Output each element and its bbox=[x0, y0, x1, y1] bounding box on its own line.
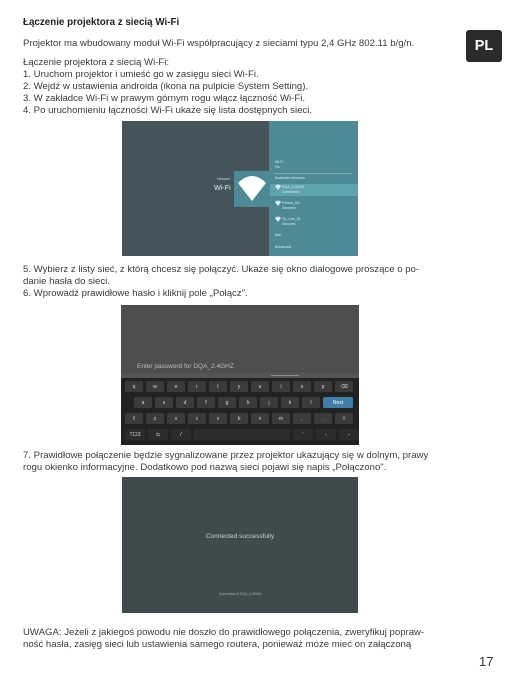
keyboard-key[interactable]: h bbox=[239, 397, 257, 408]
keyboard-key[interactable]: p bbox=[314, 381, 332, 392]
connected-screenshot bbox=[122, 477, 358, 613]
password-dialog-screenshot bbox=[121, 305, 359, 445]
keyboard-key[interactable]: ⇧ bbox=[125, 413, 143, 424]
keyboard-key[interactable]: ?123 bbox=[125, 429, 145, 440]
network-list-item: Secured bbox=[282, 222, 296, 226]
language-badge: PL bbox=[466, 30, 502, 62]
keyboard-key[interactable]: b bbox=[230, 413, 248, 424]
step-7: 7. Prawidłowe połączenie będzie sygnalizowane przez projektor ukazujący się w dolnym, prawy bbox=[23, 450, 429, 461]
wifi-signal-icon bbox=[275, 216, 281, 222]
keyboard-key[interactable]: m bbox=[272, 413, 290, 424]
wifi-signal-icon bbox=[275, 184, 281, 190]
keyboard-key[interactable]: x bbox=[167, 413, 185, 424]
connected-message: Connected successfully bbox=[205, 533, 275, 540]
network-label: Network bbox=[217, 177, 231, 181]
step-6: 6. Wprowadź prawidłowe hasło i kliknij pole „Połącz". bbox=[23, 288, 248, 299]
keyboard-key[interactable]: ⇆ bbox=[148, 429, 168, 440]
step-5-continued: danie hasła do sieci. bbox=[23, 276, 110, 287]
network-list-item: Wi-Fi bbox=[275, 160, 284, 164]
keyboard-key[interactable]: d bbox=[176, 397, 194, 408]
network-list-item: Secured bbox=[282, 206, 296, 210]
keyboard-key[interactable]: Next bbox=[323, 397, 353, 408]
keyboard-key[interactable]: t bbox=[209, 381, 227, 392]
keyboard-key[interactable]: z bbox=[146, 413, 164, 424]
paragraph-steps-heading: Łączenie projektora z siecią Wi-Fi: bbox=[23, 57, 170, 68]
keyboard-key[interactable]: , bbox=[293, 413, 311, 424]
paragraph-intro: Projektor ma wbudowany moduł Wi-Fi współpracujący z sieciami typu 2,4 GHz 802.11 b/g/n. bbox=[23, 38, 415, 49]
keyboard-key[interactable]: c bbox=[188, 413, 206, 424]
network-list-item[interactable]: Advanced bbox=[275, 245, 291, 249]
connected-subtext: Connected to DQA_2.4GHZ bbox=[218, 592, 262, 596]
keyboard-key[interactable]: w bbox=[146, 381, 164, 392]
keyboard-key[interactable]: a bbox=[134, 397, 152, 408]
password-field-underline bbox=[271, 375, 299, 376]
on-screen-keyboard bbox=[121, 378, 359, 445]
wifi-settings-screenshot bbox=[122, 121, 358, 256]
wifi-label: Wi-Fi bbox=[214, 183, 231, 192]
keyboard-key[interactable]: n bbox=[251, 413, 269, 424]
keyboard-key[interactable]: v bbox=[209, 413, 227, 424]
keyboard-key[interactable]: i bbox=[272, 381, 290, 392]
keyboard-key[interactable]: ⌫ bbox=[335, 381, 353, 392]
network-list-item[interactable]: DQA_2.4GHZ bbox=[282, 185, 305, 189]
note-paragraph-continued: ność hasła, zasięg sieci lub ustawienia samego routera, ponieważ może mieć on załączoną bbox=[23, 639, 412, 650]
keyboard-key[interactable]: o bbox=[293, 381, 311, 392]
note-paragraph: UWAGA: Jeżeli z jakiegoś powodu nie doszło do prawidłowego połączenia, zweryfikuj popraw- bbox=[23, 627, 425, 638]
keyboard-key[interactable]: y bbox=[230, 381, 248, 392]
network-list-item[interactable]: Add bbox=[275, 233, 282, 237]
keyboard-key[interactable]: ‹ bbox=[316, 429, 336, 440]
step-3: 3. W zakładce Wi-Fi w prawym górnym rogu włącz łączność Wi-Fi. bbox=[23, 93, 306, 104]
network-list-item: Available networks bbox=[275, 176, 305, 180]
keyboard-key[interactable]: › bbox=[339, 429, 359, 440]
keyboard-key[interactable] bbox=[194, 429, 290, 440]
step-2: 2. Wejdź w ustawienia androida (ikona na pulpicie System Setting). bbox=[23, 81, 309, 92]
keyboard-key[interactable]: e bbox=[167, 381, 185, 392]
keyboard-key[interactable]: ⇧ bbox=[335, 413, 353, 424]
keyboard-key[interactable]: / bbox=[171, 429, 191, 440]
step-4: 4. Po uruchomieniu łączności Wi-Fi ukaże się lista dostępnych sieci. bbox=[23, 105, 313, 116]
divider bbox=[274, 173, 352, 174]
keyboard-key[interactable]: . bbox=[314, 413, 332, 424]
page-number: 17 bbox=[479, 654, 494, 669]
wifi-signal-icon bbox=[275, 200, 281, 206]
keyboard-key[interactable]: ' bbox=[293, 429, 313, 440]
step-7-continued: rogu okienko informacyjne. Dodatkowo pod nazwą sieci pojawi się napis „Połączono". bbox=[23, 462, 387, 473]
step-1: 1. Uruchom projektor i umieść go w zasięgu sieci Wi-Fi. bbox=[23, 69, 259, 80]
network-list-item: Connected bbox=[282, 190, 300, 194]
keyboard-key[interactable]: s bbox=[155, 397, 173, 408]
step-5: 5. Wybierz z listy sieć, z którą chcesz się połączyć. Ukaże się okno dialogowe proszące o po- bbox=[23, 264, 420, 275]
password-input-placeholder[interactable]: Enter password for DQA_2.4GHZ bbox=[137, 363, 234, 370]
keyboard-key[interactable]: k bbox=[281, 397, 299, 408]
wifi-icon bbox=[234, 171, 270, 207]
keyboard-key[interactable]: g bbox=[218, 397, 236, 408]
network-list-item[interactable]: Tp_Link_01 bbox=[282, 217, 301, 221]
wifi-tile bbox=[234, 171, 270, 207]
keyboard-key[interactable]: l bbox=[302, 397, 320, 408]
keyboard-key[interactable]: q bbox=[125, 381, 143, 392]
keyboard-key[interactable]: u bbox=[251, 381, 269, 392]
keyboard-key[interactable]: j bbox=[260, 397, 278, 408]
network-list-item[interactable]: Polska_5G bbox=[282, 201, 300, 205]
keyboard-key[interactable]: f bbox=[197, 397, 215, 408]
section-title: Łączenie projektora z siecią Wi-Fi bbox=[23, 17, 180, 28]
keyboard-key[interactable]: r bbox=[188, 381, 206, 392]
network-list-item: On bbox=[275, 165, 280, 169]
